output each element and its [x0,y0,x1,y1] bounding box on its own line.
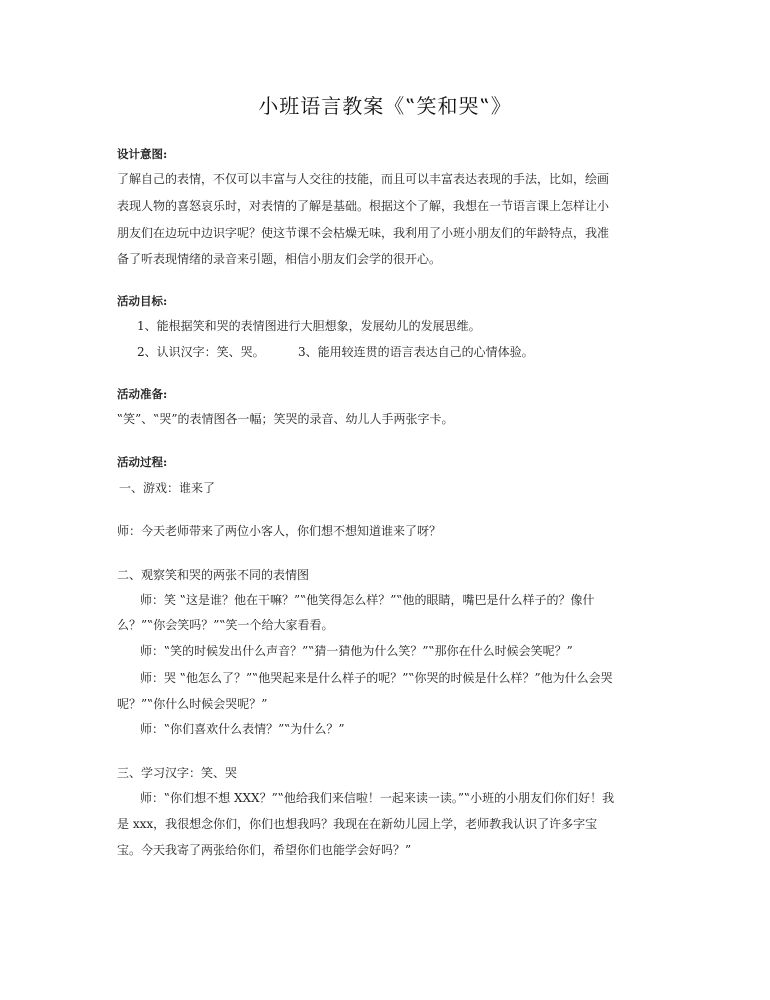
process-step-3: 三、学习汉字：笑、哭 [117,766,238,780]
process-step-2-line: 师：‟你们喜欢什么表情？”‟为什么？” [140,722,345,736]
process-step-2: 二、观察笑和哭的两张不同的表情图 [117,568,310,582]
process-step-2-line: 师：‟笑的时候发出什么声音？”‟猜一猜他为什么笑？”‟那你在什么时候会笑呢？” [140,644,573,658]
design-line: 了解自己的表情，不仅可以丰富与人交往的技能，而且可以丰富表达表现的手法，比如，绘画 [117,172,610,186]
process-step-1-line: 师：今天老师带来了两位小客人，你们想不想知道谁来了呀？ [117,524,442,538]
page-title: 小班语言教案《‟笑和哭‟》 [258,94,512,118]
design-line: 朋友们在边玩中边识字呢？使这节课不会枯燥无味，我利用了小班小朋友们的年龄特点，我准 [117,226,610,240]
goal-item-3: 3、能用较连贯的语言表达自己的心情体验。 [298,345,534,359]
process-step-2-line: 师：笑 ‟这是谁？他在干嘛？”‟他笑得怎么样？”‟他的眼睛，嘴巴是什么样子的？像什 [140,593,595,607]
process-heading: 活动过程: [117,455,168,469]
goal-item-2: 2、认识汉字：笑、哭。 [137,345,265,359]
process-step-1: 一、游戏：谁来了 [119,481,216,495]
process-step-2-line: 师：哭 ‟他怎么了？”‟他哭起来是什么样子的呢？”‟你哭的时候是什么样？”他为什么会哭 [140,671,613,685]
process-step-2-line: 么？”‟你会笑吗？”‟笑一个给大家看看。 [117,618,334,632]
process-step-3-line: 师：‟你们想不想 XXX？”‟他给我们来信啦！一起来读一读。”‟小班的小朋友们你们好！我 [140,791,615,805]
prep-text: ‟笑”、‟哭”的表情图各一幅；笑哭的录音、幼儿人手两张字卡。 [117,412,454,426]
design-line: 表现人物的喜怒哀乐时，对表情的了解是基础。根据这个了解，我想在一节语言课上怎样让小 [117,199,610,213]
design-line: 备了听表现情绪的录音来引题，相信小朋友们会学的很开心。 [117,252,442,266]
process-step-2-line: 呢？”‟你什么时候会哭呢？” [117,697,268,711]
process-step-3-line: 宝。今天我寄了两张给你们，希望你们也能学会好吗？” [117,843,412,857]
prep-heading: 活动准备: [117,387,168,401]
process-step-3-line: 是 xxx，我很想念你们，你们也想我吗？我现在在新幼儿园上学，老师教我认识了许多字宝 [117,817,598,831]
design-heading: 设计意图: [117,147,168,161]
goals-heading: 活动目标: [117,294,168,308]
goal-item-1: 1、能根据笑和哭的表情图进行大胆想象，发展幼儿的发展思维。 [137,319,481,333]
